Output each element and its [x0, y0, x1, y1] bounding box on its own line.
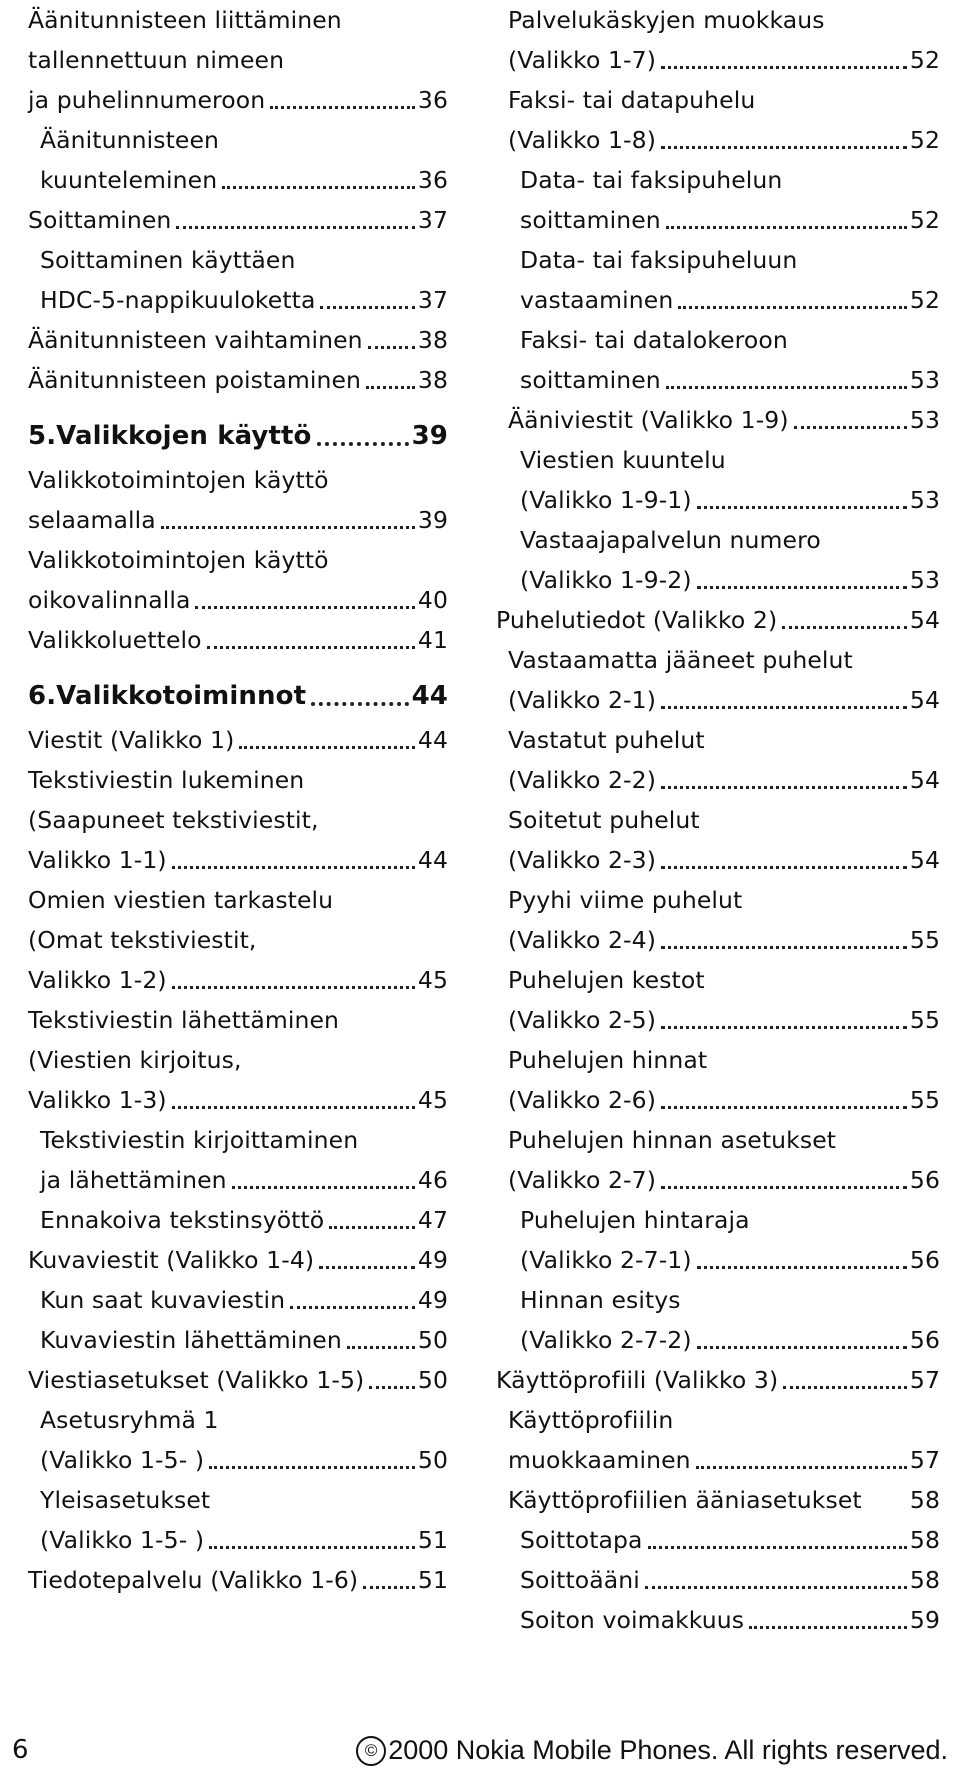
dot-leader: [648, 1546, 907, 1549]
toc-page-number: 44: [411, 681, 448, 711]
toc-entry-text: Käyttöprofiili (Valikko 3): [496, 1366, 779, 1394]
toc-page-number: 47: [417, 1206, 448, 1234]
toc-entry-text: Ääniviestit (Valikko 1-9): [508, 406, 789, 434]
toc-page-number: 55: [909, 1006, 940, 1034]
copyright-text: 2000 Nokia Mobile Phones. All rights reserved.: [388, 1735, 948, 1765]
toc-column-left: [28, 0, 448, 1600]
toc-entry-text: 5.Valikkojen käyttö: [28, 421, 312, 451]
toc-page-number: 36: [417, 166, 448, 194]
toc-entry-text: Soittoääni: [520, 1566, 640, 1594]
toc-entry-text: ja lähettäminen: [40, 1166, 227, 1194]
toc-entry: [28, 240, 448, 320]
toc-entry-text: Valikko 1-1): [28, 846, 167, 874]
toc-page-number: 52: [909, 206, 940, 234]
toc-page-number: 56: [909, 1166, 940, 1194]
toc-entry: [28, 1560, 448, 1600]
dot-leader: [176, 226, 414, 229]
dot-leader: [161, 526, 415, 529]
toc-entry-text: (Valikko 2-5): [508, 1006, 656, 1034]
toc-entry-text: Kun saat kuvaviestin: [40, 1286, 286, 1314]
toc-entry-text: Vastaajapalvelun numero: [520, 526, 821, 554]
toc-entry: [496, 1040, 940, 1120]
dot-leader: [678, 306, 907, 309]
toc-page-number: 54: [909, 686, 940, 714]
dot-leader: [366, 386, 415, 389]
toc-entry-text: Yleisasetukset: [40, 1486, 211, 1514]
dot-leader: [311, 702, 409, 706]
toc-entry-text: (Valikko 1-5- ): [40, 1526, 205, 1554]
dot-leader: [661, 1026, 907, 1029]
toc-page-number: 51: [417, 1566, 448, 1594]
toc-entry: [496, 320, 940, 400]
toc-entry-text: Data- tai faksipuhelun: [520, 166, 783, 194]
toc-entry: [28, 1240, 448, 1280]
dot-leader: [661, 706, 907, 709]
dot-leader: [661, 946, 907, 949]
toc-entry: [496, 1360, 940, 1400]
toc-entry: [28, 0, 448, 120]
toc-entry-text: Soitetut puhelut: [508, 806, 700, 834]
toc-entry: [28, 760, 448, 880]
dot-leader: [661, 786, 907, 789]
toc-entry: [496, 440, 940, 520]
toc-entry-text: (Omat tekstiviestit,: [28, 926, 257, 954]
page-number: 6: [12, 1735, 29, 1765]
toc-entry-text: (Valikko 2-4): [508, 926, 656, 954]
toc-page-number: 59: [909, 1606, 940, 1634]
toc-entry-text: Asetusryhmä 1: [40, 1406, 219, 1434]
toc-page-number: 51: [417, 1526, 448, 1554]
toc-page-number: 39: [411, 421, 448, 451]
toc-entry-text: Äänitunnisteen: [40, 126, 219, 154]
dot-leader: [697, 1266, 907, 1269]
toc-page-number: 56: [909, 1326, 940, 1354]
toc-page-number: 39: [417, 506, 448, 534]
toc-entry-text: ja puhelinnumeroon: [28, 86, 266, 114]
copyright-icon: ©: [356, 1736, 386, 1766]
toc-page-number: 50: [417, 1446, 448, 1474]
toc-page-number: 57: [909, 1366, 940, 1394]
toc-entry: [28, 460, 448, 540]
toc-page-number: 49: [417, 1286, 448, 1314]
dot-leader: [172, 986, 415, 989]
toc-entry: [28, 1120, 448, 1200]
dot-leader: [319, 1266, 415, 1269]
dot-leader: [697, 586, 907, 589]
toc-entry: [496, 80, 940, 160]
dot-leader: [329, 1226, 415, 1229]
toc-entry: [496, 240, 940, 320]
dot-leader: [666, 386, 907, 389]
toc-entry-text: Valikkotoimintojen käyttö: [28, 466, 329, 494]
toc-entry-text: Valikkoluettelo: [28, 626, 202, 654]
toc-entry-text: Äänitunnisteen liittäminen: [28, 6, 342, 34]
toc-page-number: 52: [909, 286, 940, 314]
dot-leader: [661, 66, 907, 69]
toc-entry-text: selaamalla: [28, 506, 156, 534]
toc-entry-text: Käyttöprofiilien ääniasetukset: [508, 1486, 862, 1514]
toc-entry-text: (Valikko 2-7-2): [520, 1326, 692, 1354]
dot-leader: [347, 1346, 415, 1349]
dot-leader: [207, 646, 415, 649]
toc-entry: [28, 1280, 448, 1320]
toc-page-number: 54: [909, 766, 940, 794]
dot-leader: [645, 1586, 907, 1589]
toc-entry: [28, 1360, 448, 1400]
toc-entry-text: (Valikko 1-9-1): [520, 486, 692, 514]
toc-entry: [496, 1280, 940, 1360]
toc-entry-text: vastaaminen: [520, 286, 674, 314]
toc-page-number: 53: [909, 566, 940, 594]
toc-entry-text: Käyttöprofiilin: [508, 1406, 674, 1434]
toc-entry-text: (Valikko 2-7-1): [520, 1246, 692, 1274]
dot-leader: [232, 1186, 415, 1189]
toc-entry-text: soittaminen: [520, 366, 661, 394]
toc-entry: [28, 540, 448, 620]
toc-page-number: 45: [417, 966, 448, 994]
toc-page-number: 55: [909, 926, 940, 954]
toc-entry-text: tallennettuun nimeen: [28, 46, 285, 74]
dot-leader: [749, 1626, 907, 1629]
toc-entry: [496, 1560, 940, 1600]
toc-entry: [496, 1520, 940, 1560]
toc-entry-text: 6.Valikkotoiminnot: [28, 681, 307, 711]
toc-entry: [28, 200, 448, 240]
toc-page-number: 36: [417, 86, 448, 114]
toc-entry-text: Puhelujen kestot: [508, 966, 705, 994]
toc-page-number: 50: [417, 1326, 448, 1354]
toc-entry-text: Data- tai faksipuheluun: [520, 246, 798, 274]
toc-entry: [28, 1320, 448, 1360]
toc-entry-text: Ennakoiva tekstinsyöttö: [40, 1206, 325, 1234]
toc-entry: [28, 1400, 448, 1480]
toc-page-number: 55: [909, 1086, 940, 1114]
toc-entry: [496, 640, 940, 720]
toc-entry-text: (Viestien kirjoitus,: [28, 1046, 242, 1074]
toc-page-number: 41: [417, 626, 448, 654]
toc-entry: [28, 880, 448, 1000]
toc-page-number: 52: [909, 126, 940, 154]
dot-leader: [697, 1346, 907, 1349]
dot-leader: [172, 866, 415, 869]
toc-page-number: 45: [417, 1086, 448, 1114]
toc-entry: [496, 600, 940, 640]
toc-entry: [496, 1480, 940, 1520]
toc-entry: [496, 1120, 940, 1200]
toc-page-number: 38: [417, 366, 448, 394]
toc-entry-text: (Saapuneet tekstiviestit,: [28, 806, 319, 834]
dot-leader: [696, 1466, 907, 1469]
toc-entry-text: Hinnan esitys: [520, 1286, 681, 1314]
dot-leader: [661, 146, 907, 149]
dot-leader: [783, 1386, 907, 1389]
toc-entry: [28, 320, 448, 360]
toc-entry: [496, 800, 940, 880]
toc-entry: [28, 620, 448, 660]
toc-entry: [28, 120, 448, 200]
dot-leader: [270, 106, 415, 109]
toc-entry-text: Äänitunnisteen poistaminen: [28, 366, 362, 394]
dot-leader: [209, 1546, 415, 1549]
toc-page-number: 52: [909, 46, 940, 74]
toc-entry-text: Pyyhi viime puhelut: [508, 886, 743, 914]
toc-entry-text: Viestien kuuntelu: [520, 446, 726, 474]
toc-page-number: 40: [417, 586, 448, 614]
toc-entry-text: Omien viestien tarkastelu: [28, 886, 334, 914]
dot-leader: [290, 1306, 415, 1309]
dot-leader: [794, 426, 907, 429]
toc-entry: [496, 720, 940, 800]
toc-entry-text: Tekstiviestin lukeminen: [28, 766, 305, 794]
toc-entry-text: Vastatut puhelut: [508, 726, 705, 754]
toc-entry-text: Valikko 1-3): [28, 1086, 167, 1114]
dot-leader: [363, 1586, 415, 1589]
toc-entry-text: Puhelujen hintaraja: [520, 1206, 750, 1234]
dot-leader: [661, 1186, 907, 1189]
dot-leader: [172, 1106, 415, 1109]
toc-entry-text: Soittaminen: [28, 206, 172, 234]
toc-entry-text: (Valikko 2-3): [508, 846, 656, 874]
toc-entry: [496, 0, 940, 80]
toc-entry-text: soittaminen: [520, 206, 661, 234]
toc-page-number: 53: [909, 486, 940, 514]
toc-entry-text: Valikko 1-2): [28, 966, 167, 994]
toc-entry-text: (Valikko 2-7): [508, 1166, 656, 1194]
toc-page-number: 56: [909, 1246, 940, 1274]
dot-leader: [239, 746, 415, 749]
dot-leader: [195, 606, 414, 609]
toc-entry-text: Viestiasetukset (Valikko 1-5): [28, 1366, 365, 1394]
dot-leader: [661, 866, 907, 869]
toc-entry-text: HDC-5-nappikuuloketta: [40, 286, 316, 314]
toc-entry: [28, 360, 448, 400]
toc-page-number: 49: [417, 1246, 448, 1274]
toc-page-number: 37: [417, 286, 448, 314]
toc-entry-text: Puhelujen hinnat: [508, 1046, 708, 1074]
toc-chapter-heading: [28, 674, 448, 718]
toc-entry-text: Soiton voimakkuus: [520, 1606, 745, 1634]
toc-entry: [496, 160, 940, 240]
toc-page-number: 50: [417, 1366, 448, 1394]
toc-page-number: 58: [909, 1486, 940, 1514]
toc-entry-text: Puhelutiedot (Valikko 2): [496, 606, 778, 634]
toc-entry: [496, 1600, 940, 1640]
toc-entry-text: Tekstiviestin kirjoittaminen: [40, 1126, 359, 1154]
toc-entry-text: oikovalinnalla: [28, 586, 191, 614]
toc-page-number: 53: [909, 366, 940, 394]
toc-entry-text: Faksi- tai datapuhelu: [508, 86, 756, 114]
toc-entry-text: (Valikko 1-8): [508, 126, 656, 154]
copyright-notice: [356, 1735, 948, 1766]
toc-entry-text: Puhelujen hinnan asetukset: [508, 1126, 837, 1154]
toc-page-number: 58: [909, 1566, 940, 1594]
dot-leader: [666, 226, 907, 229]
toc-page-number: 46: [417, 1166, 448, 1194]
toc-chapter-heading: [28, 414, 448, 458]
toc-entry: [496, 960, 940, 1040]
dot-leader: [222, 186, 415, 189]
toc-entry-text: Faksi- tai datalokeroon: [520, 326, 788, 354]
toc-entry: [28, 1000, 448, 1120]
toc-entry: [496, 1200, 940, 1280]
toc-entry: [28, 720, 448, 760]
toc-page-number: 54: [909, 606, 940, 634]
toc-entry-text: (Valikko 2-1): [508, 686, 656, 714]
toc-entry-text: Soittaminen käyttäen: [40, 246, 296, 274]
toc-entry-text: Tekstiviestin lähettäminen: [28, 1006, 340, 1034]
dot-leader: [320, 306, 414, 309]
dot-leader: [697, 506, 907, 509]
toc-entry-text: Vastaamatta jääneet puhelut: [508, 646, 853, 674]
dot-leader: [369, 1386, 415, 1389]
toc-page-number: 37: [417, 206, 448, 234]
toc-entry-text: kuunteleminen: [40, 166, 218, 194]
toc-entry-text: (Valikko 1-5- ): [40, 1446, 205, 1474]
toc-entry: [496, 880, 940, 960]
toc-entry-text: Viestit (Valikko 1): [28, 726, 235, 754]
toc-entry-text: (Valikko 2-6): [508, 1086, 656, 1114]
toc-entry-text: (Valikko 2-2): [508, 766, 656, 794]
dot-leader: [661, 1106, 907, 1109]
toc-page-number: 44: [417, 846, 448, 874]
dot-leader: [317, 442, 409, 446]
toc-entry-text: (Valikko 1-9-2): [520, 566, 692, 594]
toc-entry: [496, 520, 940, 600]
toc-entry: [28, 1480, 448, 1560]
toc-page-number: 53: [909, 406, 940, 434]
toc-entry-text: Äänitunnisteen vaihtaminen: [28, 326, 363, 354]
dot-leader: [782, 626, 907, 629]
toc-entry: [496, 1400, 940, 1480]
toc-page-number: 44: [417, 726, 448, 754]
toc-entry-text: Kuvaviestit (Valikko 1-4): [28, 1246, 315, 1274]
toc-entry-text: muokkaaminen: [508, 1446, 691, 1474]
toc-entry-text: Valikkotoimintojen käyttö: [28, 546, 329, 574]
toc-entry-text: Kuvaviestin lähettäminen: [40, 1326, 342, 1354]
toc-column-right: [496, 0, 940, 1640]
toc-entry-text: Palvelukäskyjen muokkaus: [508, 6, 825, 34]
toc-entry-text: Soittotapa: [520, 1526, 643, 1554]
toc-page-number: 58: [909, 1526, 940, 1554]
toc-page-number: 54: [909, 846, 940, 874]
dot-leader: [368, 346, 415, 349]
toc-entry-text: (Valikko 1-7): [508, 46, 656, 74]
toc-page-number: 38: [417, 326, 448, 354]
toc-entry: [496, 400, 940, 440]
toc-page-number: 57: [909, 1446, 940, 1474]
toc-entry-text: Tiedotepalvelu (Valikko 1-6): [28, 1566, 359, 1594]
toc-entry: [28, 1200, 448, 1240]
dot-leader: [209, 1466, 415, 1469]
